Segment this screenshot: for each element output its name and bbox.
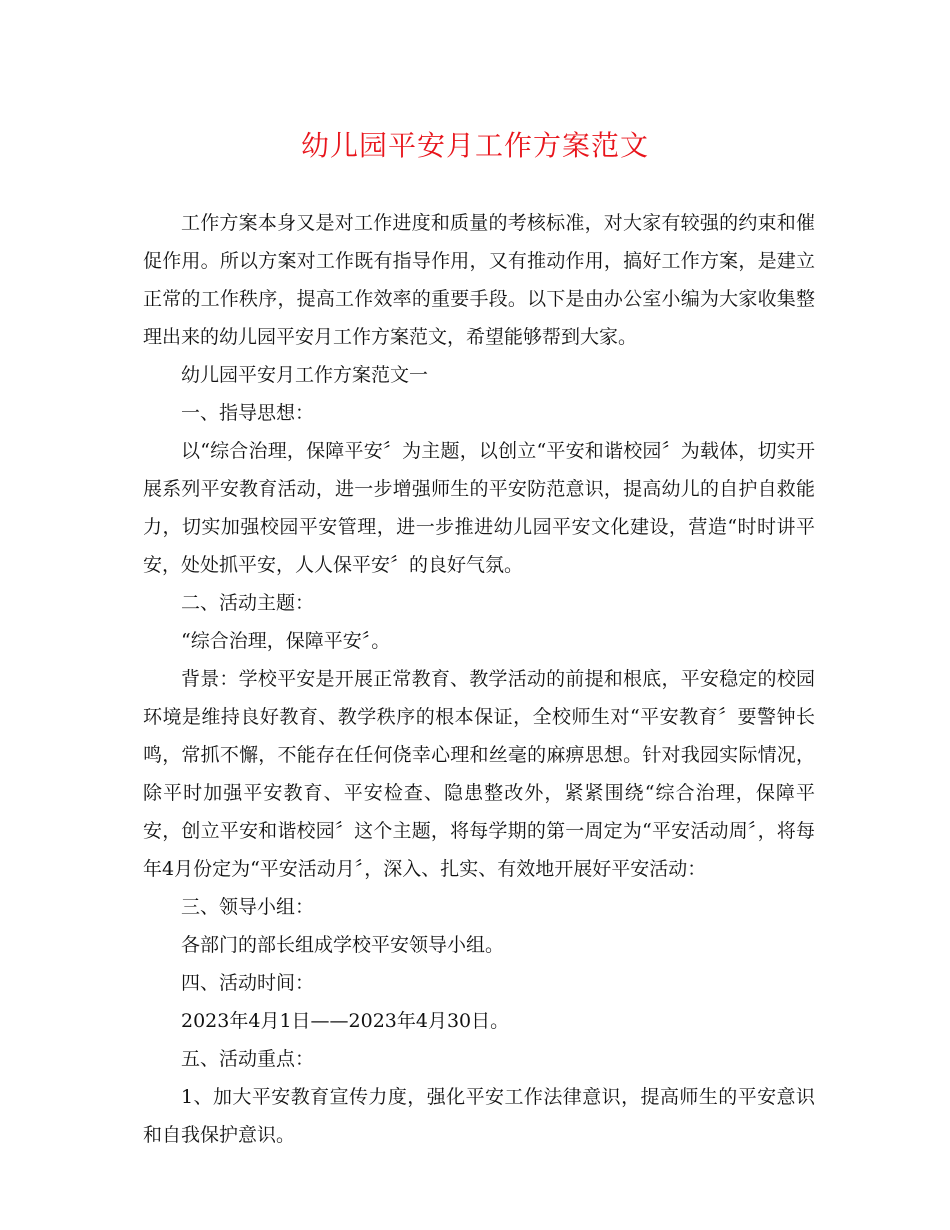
leadership-group-paragraph: 各部门的部长组成学校平安领导小组。 <box>181 934 505 956</box>
heading-activity-theme: 二、活动主题： <box>181 592 315 614</box>
heading-guiding-ideology: 一、指导思想： <box>181 402 315 424</box>
section-heading-plan-one: 幼儿园平安月工作方案范文一 <box>181 364 429 386</box>
heading-activity-time: 四、活动时间： <box>181 972 315 994</box>
heading-activity-focus: 五、活动重点： <box>181 1048 315 1070</box>
heading-leadership-group: 三、领导小组： <box>181 896 315 918</box>
activity-theme-paragraph: “综合治理，保障平安〞。 <box>181 630 391 652</box>
document-title: 幼儿园平安月工作方案范文 <box>300 129 649 162</box>
document-body <box>143 204 815 1154</box>
guiding-ideology-paragraph: 以“综合治理，保障平安〞为主题，以创立“平安和谐校园〞为载体，切实开展系列平安教育活动，进一步增强师生的平安防范意识，提高幼儿的自护自救能力，切实加强校园平安管理，进一步推进幼儿园平安文化建设，营造“时时讲平安，处处抓平安，人人保平安〞的良好气氛。 <box>143 440 815 576</box>
activity-time-paragraph: 2023年4月1日——2023年4月30日。 <box>181 1010 510 1032</box>
activity-focus-item-1: 1、加大平安教育宣传力度，强化平安工作法律意识，提高师生的平安意识和自我保护意识。 <box>143 1086 815 1146</box>
background-paragraph: 背景：学校平安是开展正常教育、教学活动的前提和根底，平安稳定的校园环境是维持良好教育、教学秩序的根本保证，全校师生对“平安教育〞要警钟长鸣，常抓不懈，不能存在任何侥幸心理和丝毫的麻痹思想。针对我园实际情况，除平时加强平安教育、平安检查、隐患整改外，紧紧围绕“综合治理，保障平安，创立平安和谐校园〞这个主题，将每学期的第一周定为“平安活动周〞，将每年4月份定为“平安活动月〞，深入、扎实、有效地开展好平安活动： <box>143 668 815 880</box>
intro-paragraph: 工作方案本身又是对工作进度和质量的考核标准，对大家有较强的约束和催促作用。所以方案对工作既有指导作用，又有推动作用，搞好工作方案，是建立正常的工作秩序，提高工作效率的重要手段。以下是由办公室小编为大家收集整理出来的幼儿园平安月工作方案范文，希望能够帮到大家。 <box>143 212 815 348</box>
